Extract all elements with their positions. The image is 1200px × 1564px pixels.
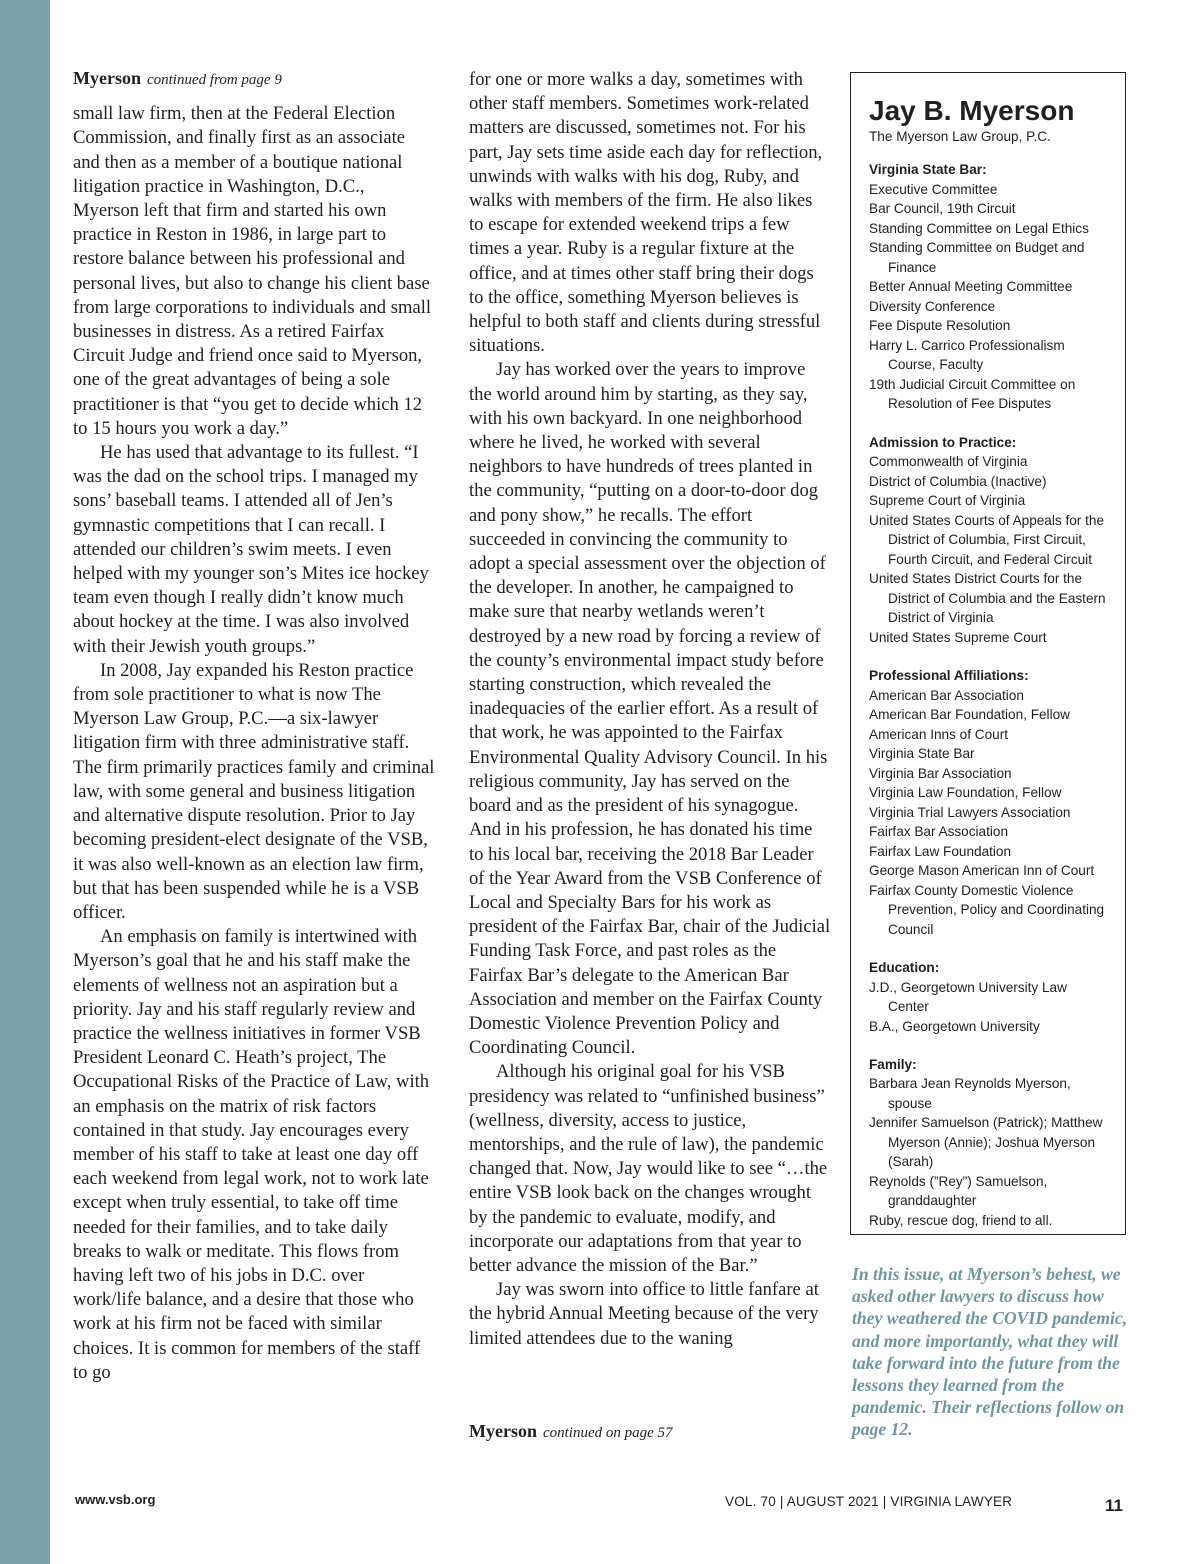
paragraph: An emphasis on family is intertwined with Myerson’s goal that he and his staff make the elements of wellness not an aspiration but a priority. Jay and his staff regularly review and practice the wellness initiatives in former VSB President Leonard C. Heath’s project, The Occupational Risks of the Practice of Law, with an emphasis on the matrix of risk factors contained in that study. Jay encourages every member of his staff to take at least one day off each weekend from legal work, not to work late except when truly essential, to take off time needed for their families, and to take daily breaks to walk or meditate. This flows from having left two of his jobs in D.C. over work/life balance, and a desire that those who work at his firm not be faced with similar choices. It is common for members of the staff to go <box>73 926 430 1383</box>
profile-list-item: Standing Committee on Legal Ethics <box>869 220 1089 236</box>
profile-list-item: Virginia Law Foundation, Fellow <box>869 785 1062 801</box>
profile-name: Jay B. Myerson <box>869 95 1075 126</box>
profile-list-item: Virginia State Bar <box>869 746 975 762</box>
profile-section-list <box>869 452 1111 647</box>
profile-section-heading: Education: <box>869 960 940 976</box>
profile-list-item: Harry L. Carrico Professionalism Course, Faculty <box>869 337 1065 373</box>
jump-keyword: Myerson <box>73 68 141 88</box>
profile-box <box>850 72 1126 1235</box>
profile-list-item: Standing Committee on Budget and Finance <box>869 240 1085 275</box>
profile-list-item: Jennifer Samuelson (Patrick); Matthew Myerson (Annie); Joshua Myerson (Sarah) <box>869 1115 1103 1170</box>
jump-note: continued on page 57 <box>542 1425 673 1441</box>
profile-section-list <box>869 180 1111 414</box>
profile-list-item: B.A., Georgetown University <box>869 1018 1040 1034</box>
profile-firm: The Myerson Law Group, P.C. <box>869 129 1051 144</box>
page-number: 11 <box>1105 1496 1123 1515</box>
profile-list-item: Virginia Trial Lawyers Association <box>869 804 1071 820</box>
article-column-1 <box>73 66 435 1385</box>
jump-line-bottom <box>469 1421 673 1442</box>
profile-list-item: 19th Judicial Circuit Committee on Resolution of Fee Disputes <box>869 376 1076 412</box>
profile-section <box>869 1055 1111 1230</box>
footer-issue-info: VOL. 70 | AUGUST 2021 | VIRGINIA LAWYER <box>725 1494 1013 1509</box>
profile-section <box>869 958 1111 1036</box>
profile-section <box>869 433 1111 647</box>
footer-url: www.vsb.org <box>75 1492 156 1507</box>
profile-section-list <box>869 978 1111 1037</box>
profile-list-item: Fee Dispute Resolution <box>869 318 1011 334</box>
profile-list-item: American Bar Foundation, Fellow <box>869 707 1070 723</box>
jump-note: continued from page 9 <box>146 72 282 88</box>
profile-list-item: Fairfax Bar Association <box>869 824 1009 840</box>
jump-line-top <box>73 66 435 92</box>
profile-list-item: Reynolds (”Rey”) Samuelson, granddaughter <box>869 1173 1048 1209</box>
jump-keyword: Myerson <box>469 1421 537 1441</box>
profile-section <box>869 160 1111 413</box>
profile-section-list <box>869 686 1111 940</box>
profile-list-item: Bar Council, 19th Circuit <box>869 201 1016 217</box>
profile-list-item: Diversity Conference <box>869 298 996 314</box>
profile-list-item: J.D., Georgetown University Law Center <box>869 979 1067 1015</box>
paragraph: He has used that advantage to its fullest. “I was the dad on the school trips. I managed my sons’ baseball teams. I attended all of Jen’s gymnastic competitions that I can recall. I attended our children’s swim meets. I even helped with my younger son’s Mites ice hockey team even though I really didn’t know much about hockey at the time. I was also involved with their Jewish youth groups.” <box>73 442 429 657</box>
profile-list-item: George Mason American Inn of Court <box>869 863 1095 879</box>
profile-list-item: Fairfax County Domestic Violence Prevention, Policy and Coordinating Council <box>869 882 1105 937</box>
profile-list-item: United States District Courts for the District of Columbia and the Eastern District of Virginia <box>869 571 1106 626</box>
page-edge-band <box>0 0 50 1564</box>
profile-section-heading: Virginia State Bar: <box>869 162 987 178</box>
paragraph: Jay has worked over the years to improve the world around him by starting, as they say, with his own backyard. In one neighborhood where he lived, he worked with several neighbors to have hundreds of trees planted in the community, “putting on a door-to-door dog and pony show,” he recalls. The effort succeeded in convincing the community to adopt a special assessment over the objection of the developer. In another, he campaigned to make sure that nearby wetlands weren’t destroyed by a new road by forcing a review of the county’s environmental impact study before starting construction, which revealed the inadequacies of the earlier effort. As a result of that work, he was appointed to the Fairfax Environmental Quality Advisory Council. In his religious community, Jay has served on the board and as the president of his synagogue. And in his profession, he has donated his time to his local bar, receiving the 2018 Bar Leader of the Year Award from the VSB Conference of Local and Specialty Bars for his work as president of the Fairfax Bar, chair of the Judicial Funding Task Force, and past roles as the Fairfax Bar’s delegate to the American Bar Association and member on the Fairfax County Domestic Violence Prevention Policy and Coordinating Council. <box>469 359 831 1059</box>
profile-list-item: Virginia Bar Association <box>869 765 1012 781</box>
paragraph: Although his original goal for his VSB presidency was related to “unfinished business” (wellness, diversity, access to justice, mentorships, and the rule of law), the pandemic changed that. Now, Jay would like to see “…the entire VSB look back on the changes wrought by the pandemic to evaluate, modify, and incorporate our adaptations from that year to better advance the mission of the Bar.” <box>469 1061 828 1276</box>
profile-section-list <box>869 1074 1111 1230</box>
profile-section-heading: Admission to Practice: <box>869 434 1017 450</box>
callout-text: In this issue, at Myerson’s behest, we asked other lawyers to discuss how they weathered the COVID pandemic, and more importantly, what they will take forward into the future from the lessons they learned from the pandemic. Their reflections follow on page 12. <box>852 1264 1128 1440</box>
paragraph: In 2008, Jay expanded his Reston practice from sole practitioner to what is now The Myerson Law Group, P.C.—a six-lawyer litigation firm with three administrative staff. The firm primarily practices family and criminal law, with some general and business litigation and alternative dispute resolution. Prior to Jay becoming president-elect designate of the VSB, it was also well-known as an election law firm, but that has been suspended while he is a VSB officer. <box>73 659 435 923</box>
paragraph: small law firm, then at the Federal Election Commission, and finally first as an associate and then as a member of a boutique national litigation practice in Washington, D.C., Myerson left that firm and started his own practice in Reston in 1986, in large part to restore balance between his professional and personal lives, but also to change his client base from large corporations to individuals and small businesses in distress. As a retired Fairfax Circuit Judge and friend once said to Myerson, one of the great advantages of being a sole practitioner is that “you get to decide which 12 to 15 hours you work a day.” <box>73 103 432 439</box>
profile-list-item: Commonwealth of Virginia <box>869 454 1028 470</box>
profile-list-item: Better Annual Meeting Committee <box>869 279 1073 295</box>
article-column-2 <box>469 68 831 1351</box>
profile-list-item: American Bar Association <box>869 687 1024 703</box>
profile-list-item: American Inns of Court <box>869 726 1009 742</box>
profile-list-item: Ruby, rescue dog, friend to all. <box>869 1212 1053 1228</box>
profile-list-item: United States Supreme Court <box>869 629 1047 645</box>
profile-list-item: Fairfax Law Foundation <box>869 843 1012 859</box>
paragraph: Jay was sworn into office to little fanfare at the hybrid Annual Meeting because of the very limited attendees due to the waning <box>469 1279 819 1349</box>
profile-section-heading: Professional Affiliations: <box>869 668 1029 684</box>
profile-sections <box>869 160 1111 1230</box>
profile-list-item: Barbara Jean Reynolds Myerson, spouse <box>869 1076 1071 1111</box>
profile-section <box>869 666 1111 939</box>
paragraph: for one or more walks a day, sometimes with other staff members. Sometimes work-related matters are discussed, sometimes not. For his part, Jay sets time aside each day for reflection, unwinds with walks with his dog, Ruby, and walks with members of the firm. He also likes to escape for extended weekend trips a few times a year. Ruby is a regular fixture at the office, and at times other staff bring their dogs to the office, something Myerson believes is helpful to both staff and clients during stressful situations. <box>469 69 823 357</box>
profile-list-item: Executive Committee <box>869 181 998 197</box>
profile-section-heading: Family: <box>869 1057 917 1073</box>
profile-list-item: United States Courts of Appeals for the District of Columbia, First Circuit, Fourth Circuit, and Federal Circuit <box>869 512 1105 567</box>
profile-list-item: Supreme Court of Virginia <box>869 493 1026 509</box>
profile-list-item: District of Columbia (Inactive) <box>869 473 1047 489</box>
